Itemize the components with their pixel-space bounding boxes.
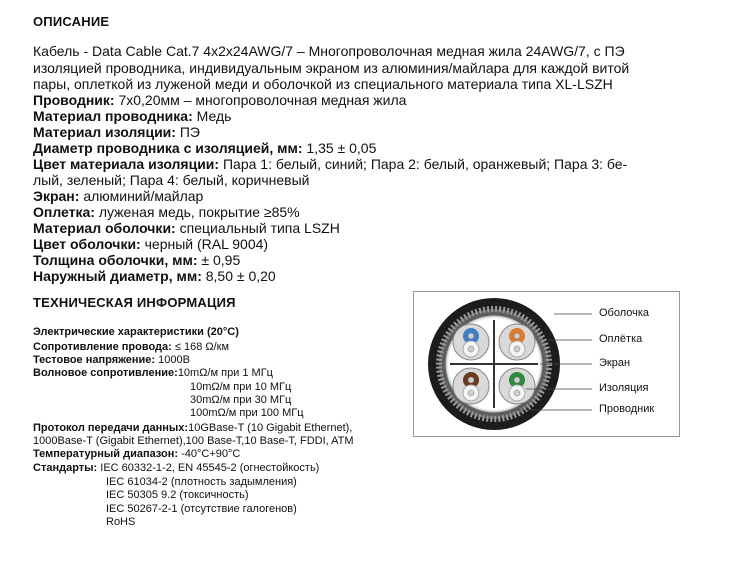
spec-row — [33, 188, 203, 204]
standards-label: Стандарты: — [33, 462, 98, 474]
row-value: 1000В — [155, 354, 190, 366]
spec-label: Диаметр проводника с изоляцией, мм: — [33, 140, 303, 156]
tech-row-resistance — [33, 341, 229, 354]
spec-label: Проводник: — [33, 92, 115, 108]
label-braid: Оплётка — [599, 333, 643, 345]
spec-label: Материал изоляции: — [33, 124, 176, 140]
row-value: 10mΩ/м при 1 МГц — [177, 367, 273, 379]
spec-value: Пара 1: белый, синий; Пара 2: белый, оранжевый; Пара 3: бе- — [219, 156, 628, 172]
spec-value: черный (RAL 9004) — [140, 236, 269, 252]
spec-label: Материал оболочки: — [33, 220, 176, 236]
spec-value: луженая медь, покрытие ≥85% — [94, 204, 300, 220]
spec-label: Материал проводника: — [33, 108, 193, 124]
pair-blue — [453, 324, 489, 360]
protocol-line-2: 1000Base-T (Gigabit Ethernet),100 Base-T,10 Base-T, FDDI, ATM — [33, 435, 354, 447]
spec-row — [33, 204, 300, 220]
standard-item: IEC 50305 9.2 (токсичность) — [106, 489, 249, 501]
label-jacket: Оболочка — [599, 307, 650, 319]
row-value: ≤ 168 Ω/км — [171, 341, 230, 353]
tech-row-impedance — [33, 367, 273, 380]
label-conductor: Проводник — [599, 403, 655, 415]
spec-row — [33, 124, 200, 140]
spec-value: лый, зеленый; Пара 4: белый, коричневый — [33, 172, 310, 188]
spec-label: Наружный диаметр, мм: — [33, 268, 202, 284]
spec-value: специальный типа LSZH — [175, 220, 340, 236]
spec-row — [33, 268, 276, 284]
spec-value: ПЭ — [175, 124, 200, 140]
impedance-line: 100mΩ/м при 100 МГц — [190, 407, 304, 419]
spec-label: Экран: — [33, 188, 80, 204]
label-screen: Экран — [599, 357, 631, 369]
row-label: Тестовое напряжение: — [33, 354, 156, 366]
temperature-value: -40°C+90°C — [178, 448, 241, 460]
impedance-line: 30mΩ/м при 30 МГц — [190, 394, 292, 406]
spec-row — [33, 220, 340, 236]
standards-row — [33, 462, 319, 475]
standard-item: IEC 61034-2 (плотность задымления) — [106, 476, 297, 488]
pair-brown — [453, 368, 489, 404]
temperature-row — [33, 448, 240, 461]
temperature-label: Температурный диапазон: — [33, 448, 179, 460]
intro-line-2: изоляцией проводника, индивидуальным экраном из алюминия/майлара для каждой витой — [33, 60, 630, 76]
intro-line-1: Кабель - Data Cable Cat.7 4x2x24AWG/7 – Многопроволочная медная жила 24AWG/7, с ПЭ — [33, 43, 625, 59]
standard-item: IEC 50267-2-1 (отсутствие галогенов) — [106, 503, 297, 515]
spec-value: 8,50 ± 0,20 — [201, 268, 276, 284]
label-insulation: Изоляция — [599, 382, 649, 394]
intro-line-3: пары, оплеткой из луженой меди и оболочкой из специального материала типа XL-LSZH — [33, 76, 613, 92]
spec-value: 1,35 ± 0,05 — [302, 140, 377, 156]
spec-label: Цвет оболочки: — [33, 236, 141, 252]
spec-value: Медь — [192, 108, 232, 124]
spec-label: Оплетка: — [33, 204, 95, 220]
spec-label: Цвет материала изоляции: — [33, 156, 220, 172]
pair-green — [499, 368, 535, 404]
description-heading: ОПИСАНИЕ — [33, 14, 110, 29]
spec-label: Толщина оболочки, мм: — [33, 252, 198, 268]
electrical-heading: Электрические характеристики (20°С) — [33, 326, 239, 338]
row-label: Сопротивление провода: — [33, 341, 172, 353]
spec-row — [33, 92, 406, 108]
spec-row — [33, 236, 268, 252]
pair-orange — [499, 324, 535, 360]
spec-row — [33, 140, 376, 156]
cable-cross-section-figure — [413, 291, 680, 437]
spec-value: ± 0,95 — [197, 252, 241, 268]
tech-heading: ТЕХНИЧЕСКАЯ ИНФОРМАЦИЯ — [33, 295, 236, 310]
protocol-row — [33, 422, 352, 435]
impedance-line: 10mΩ/м при 10 МГц — [190, 381, 292, 393]
standard-item: RoHS — [106, 516, 136, 528]
protocol-label: Протокол передачи данных: — [33, 422, 189, 434]
standards-first: IEC 60332-1-2, EN 45545-2 (огнестойкость) — [97, 462, 320, 474]
spec-row — [33, 252, 240, 268]
spec-row — [33, 108, 231, 124]
spec-row — [33, 156, 627, 172]
protocol-value: 10GBase-T (10 Gigabit Ethernet), — [188, 422, 353, 434]
spec-row — [33, 172, 309, 188]
spec-value: алюминий/майлар — [79, 188, 204, 204]
row-label: Волновое сопротивление: — [33, 367, 178, 379]
spec-value: 7x0,20мм – многопроволочная медная жила — [114, 92, 407, 108]
tech-row-voltage — [33, 354, 190, 367]
